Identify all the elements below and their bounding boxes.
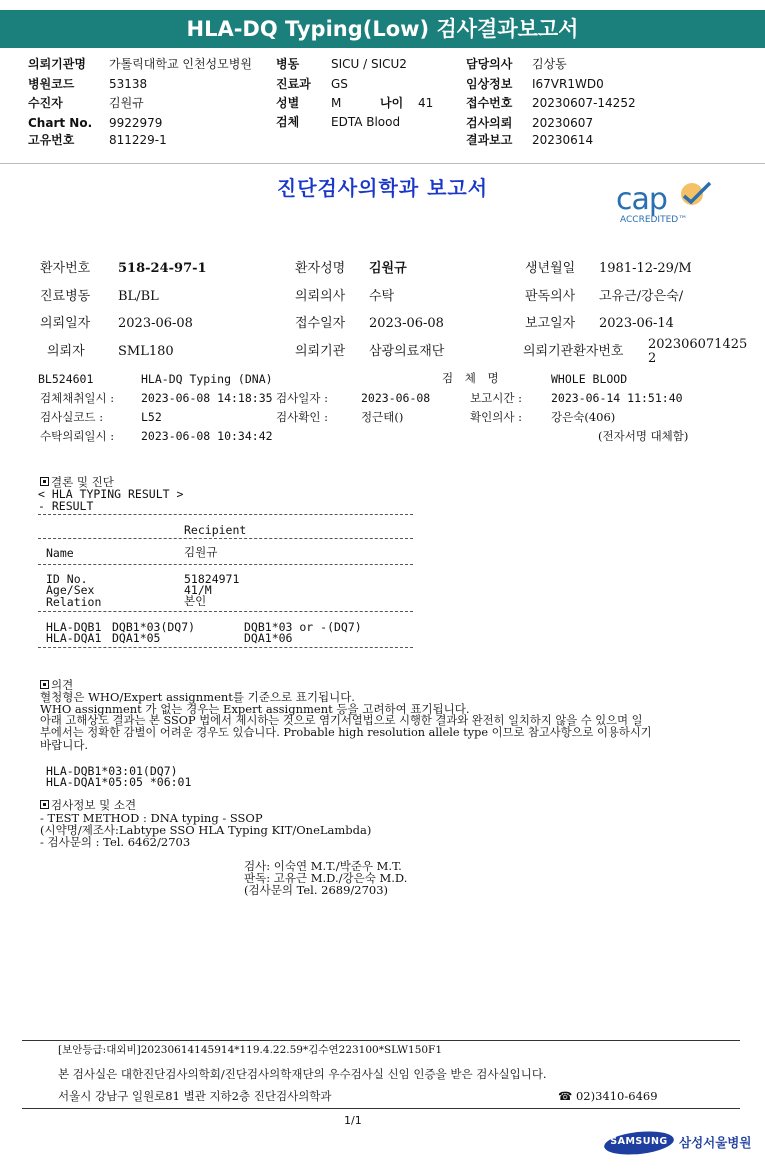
patient-value: 1981-12-29/M	[599, 261, 692, 276]
dqa1-allele-2: DQA1*06	[244, 631, 293, 645]
square-bullet-icon	[40, 800, 49, 809]
dqb1-allele-1: DQB1*03(DQ7)	[112, 620, 196, 634]
header-value: 김상동	[532, 57, 567, 71]
opinion-line: WHO assignment 가 없는 경우는 Expert assignment 등을 고려하여 표기됩니다.	[40, 702, 470, 716]
patient-label: 의뢰기관환자번호	[523, 344, 624, 359]
info-line: - TEST METHOD : DNA typing - SSOP	[40, 811, 263, 825]
header-label: 검사의뢰	[466, 116, 513, 130]
patient-label: 진료병동	[40, 289, 91, 304]
test-code: BL524601	[38, 372, 94, 386]
collect-value: 2023-06-08 14:18:35	[141, 391, 273, 405]
consign-value: 2023-06-08 10:34:42	[141, 429, 273, 443]
testdate-label: 검사일자 :	[276, 391, 328, 405]
consign-label: 수탁의뢰일시 :	[40, 429, 115, 443]
agesex-label: Age/Sex	[46, 583, 95, 597]
patient-label: 접수일자	[295, 316, 346, 331]
testdate-value: 2023-06-08	[361, 391, 431, 405]
confirm-value: 정근태()	[361, 410, 404, 424]
cap-accredited-text: ACCREDITED™	[620, 215, 688, 225]
footer-rule	[22, 1040, 740, 1041]
report-banner-title: HLA-DQ Typing(Low) 검사결과보고서	[0, 10, 765, 48]
certification-line: 본 검사실은 대한진단검사의학회/진단검사의학재단의 우수검사실 신임 인증을 받은 검사실입니다.	[58, 1067, 547, 1081]
cap-logo-word: cap	[616, 182, 667, 217]
specimen-label: 검 체 명	[442, 371, 503, 385]
patient-value: SML180	[118, 344, 174, 359]
phone-number: 02)3410-6469	[575, 1089, 658, 1103]
phone-line	[558, 1090, 658, 1103]
page-number: 1/1	[344, 1114, 362, 1127]
patient-label: 의뢰자	[47, 344, 85, 359]
id-value: 51824971	[184, 572, 240, 586]
header-label: 접수번호	[466, 96, 513, 110]
dqb1-label: HLA-DQB1	[46, 620, 102, 634]
patient-value: 고유근/강은숙/	[599, 289, 684, 304]
reporttime-value: 2023-06-14 11:51:40	[551, 391, 683, 405]
opinion-line: 아래 고해상도 결과는 본 SSOP 법에서 제시하는 것으로 염기서열법으로 시행한 결과와 완전히 일치하지 않을 수 있으며 일	[40, 714, 643, 727]
patient-value: BL/BL	[118, 289, 159, 304]
result-line: < HLA TYPING RESULT >	[38, 487, 184, 501]
header-value: EDTA Blood	[331, 115, 401, 129]
header-divider	[0, 163, 765, 164]
header-label: 병동	[276, 57, 300, 71]
doctor-value: 강은숙(406)	[551, 410, 616, 424]
check-icon	[678, 180, 714, 212]
header-value: 41	[418, 96, 434, 110]
name-label: Name	[46, 546, 74, 560]
patient-value: 518-24-97-1	[118, 261, 207, 276]
relation-value: 본인	[184, 594, 207, 608]
header-label: 병원코드	[28, 77, 75, 91]
dqb1-allele-2: DQB1*03 or -(DQ7)	[244, 620, 362, 634]
name-value: 김원규	[184, 545, 218, 559]
patient-value: 202306071425	[648, 337, 748, 352]
result-line: - RESULT	[38, 499, 94, 513]
header-label: 수진자	[28, 96, 63, 110]
header-label: 나이	[380, 96, 404, 110]
table-rule	[38, 611, 413, 612]
header-value: 20230607-14252	[532, 96, 636, 110]
confirm-label: 검사확인 :	[276, 410, 328, 424]
relation-label: Relation	[46, 595, 102, 609]
phone-icon: ☎	[558, 1089, 576, 1103]
doctor-label: 확인의사 :	[470, 410, 522, 424]
test-name: HLA-DQ Typing (DNA)	[141, 372, 273, 386]
patient-label: 생년월일	[525, 261, 576, 276]
patient-value: 수탁	[369, 289, 395, 304]
header-value: 20230607	[532, 116, 594, 130]
patient-label: 의뢰기관	[295, 344, 346, 359]
patient-value: 2023-06-14	[599, 316, 674, 331]
header-value: I67VR1WD0	[532, 77, 604, 91]
sign-line: (검사문의 Tel. 2689/2703)	[244, 883, 389, 897]
header-value: 53138	[109, 77, 148, 91]
table-rule	[38, 564, 413, 565]
opinion-line: 바랍니다.	[40, 738, 89, 752]
dqa1-allele-1: DQA1*05	[112, 631, 161, 645]
header-value: SICU / SICU2	[331, 57, 407, 71]
opinion-heading-text: 의견	[51, 678, 74, 692]
header-label: 의뢰기관명	[28, 57, 86, 71]
lab-label: 검사실코드 :	[40, 410, 104, 424]
address-line: 서울시 강남구 일원로81 별관 지하2층 진단검사의학과	[58, 1089, 332, 1103]
square-bullet-icon	[40, 680, 49, 689]
samsung-logo-text: SAMSUNG	[610, 1136, 668, 1147]
header-value: 9922979	[109, 116, 163, 130]
footer-rule	[22, 1108, 740, 1109]
reporttime-label: 보고시간 :	[470, 391, 522, 405]
table-rule	[38, 538, 413, 539]
header-value: 가톨릭대학교 인천성모병원	[109, 57, 252, 71]
collect-label: 검체채취일시 :	[40, 391, 115, 405]
header-value: M	[331, 96, 342, 110]
info-line: - 검사문의 : Tel. 6462/2703	[40, 835, 191, 849]
header-label: 임상정보	[466, 77, 513, 91]
security-line: [보안등급:대외비]20230614145914*119.4.22.59*김수연223100*SLW150F1	[58, 1044, 443, 1056]
patient-value: 삼광의료재단	[369, 344, 445, 359]
header-label: 검체	[276, 115, 300, 129]
sign-line: 검사: 이숙연 M.T./박준우 M.T.	[244, 859, 402, 873]
dqa1-label: HLA-DQA1	[46, 631, 102, 645]
header-label: Chart No.	[28, 116, 93, 130]
patient-label: 판독의사	[525, 289, 576, 304]
table-rule	[38, 514, 413, 515]
info-heading	[40, 799, 136, 811]
square-bullet-icon	[40, 477, 49, 486]
patient-value: 김원규	[369, 261, 407, 276]
patient-label: 환자번호	[40, 261, 91, 276]
patient-label: 의뢰일자	[40, 316, 91, 331]
patient-label: 의뢰의사	[295, 289, 346, 304]
specimen-value: WHOLE BLOOD	[551, 372, 628, 386]
table-rule	[38, 647, 413, 648]
lab-value: L52	[141, 410, 162, 424]
patient-label: 보고일자	[525, 316, 576, 331]
header-label: 진료과	[276, 77, 311, 91]
patient-value: 2023-06-08	[118, 316, 193, 331]
recipient-header: Recipient	[184, 523, 247, 537]
header-value: GS	[331, 77, 348, 91]
opinion-line: 부에서는 정확한 감별이 어려운 경우도 있습니다. Probable high resolution allele type 이므로 참고사항으로 이용하시기	[40, 726, 652, 739]
header-label: 결과보고	[466, 133, 513, 147]
patient-value: 2023-06-08	[369, 316, 444, 331]
patient-value-continued: 2	[648, 351, 657, 366]
header-value: 20230614	[532, 133, 594, 147]
result-heading-text: 결론 및 진단	[51, 475, 114, 489]
hires-line: HLA-DQB1*03:01(DQ7)	[46, 764, 178, 778]
id-label: ID No.	[46, 572, 88, 586]
header-value: 811229-1	[109, 133, 167, 147]
header-label: 담당의사	[466, 57, 513, 71]
header-label: 고유번호	[28, 133, 75, 147]
cap-accredited-logo	[612, 180, 717, 226]
report-title: 진단검사의학과 보고서	[276, 176, 489, 200]
header-label: 성별	[276, 96, 300, 110]
hires-line: HLA-DQA1*05:05 *06:01	[46, 775, 192, 789]
opinion-line: 혈청형은 WHO/Expert assignment를 기준으로 표기됩니다.	[40, 690, 355, 704]
patient-label: 환자성명	[295, 261, 346, 276]
esign-note: (전자서명 대체함)	[598, 429, 689, 443]
info-line: (시약명/제조사:Labtype SSO HLA Typing KIT/OneLambda)	[40, 823, 372, 837]
sign-line: 판독: 고유근 M.D./강은숙 M.D.	[244, 871, 408, 885]
hospital-name: 삼성서울병원	[679, 1135, 752, 1150]
header-value: 김원규	[109, 96, 144, 110]
info-heading-text: 검사정보 및 소견	[51, 798, 137, 812]
agesex-value: 41/M	[184, 583, 212, 597]
